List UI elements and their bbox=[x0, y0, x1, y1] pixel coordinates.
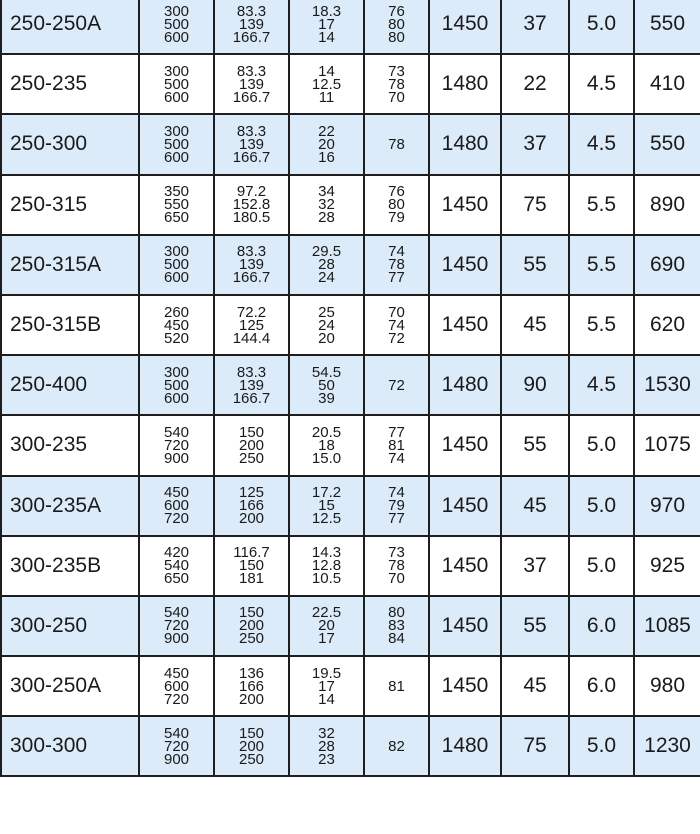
flow-ls-cell bbox=[214, 415, 289, 475]
npsh-cell: 4.5 bbox=[569, 54, 634, 114]
efficiency-cell-value: 72 bbox=[388, 329, 405, 347]
head-cell-value: 12.5 bbox=[311, 510, 342, 528]
head-cell-value: 17.2 bbox=[311, 484, 342, 502]
speed-cell: 1450 bbox=[429, 235, 501, 295]
table-row bbox=[1, 415, 700, 475]
table-row bbox=[1, 175, 700, 235]
efficiency-cell bbox=[364, 476, 429, 536]
flow-m3h-cell-value: 500 bbox=[163, 376, 190, 394]
flow-m3h-cell bbox=[139, 415, 214, 475]
power-cell: 22 bbox=[501, 54, 569, 114]
head-cell-value: 20 bbox=[318, 617, 335, 635]
efficiency-cell-value: 70 bbox=[388, 570, 405, 588]
flow-m3h-cell bbox=[139, 175, 214, 235]
flow-ls-cell bbox=[214, 596, 289, 656]
weight-cell: 410 bbox=[634, 54, 700, 114]
efficiency-cell-value: 74 bbox=[388, 484, 405, 502]
head-cell bbox=[289, 175, 364, 235]
flow-ls-cell-value: 136 bbox=[238, 664, 265, 682]
npsh-cell: 5.0 bbox=[569, 536, 634, 596]
table-row bbox=[1, 355, 700, 415]
table-body bbox=[1, 0, 700, 776]
flow-ls-cell-value: 200 bbox=[238, 510, 265, 528]
flow-m3h-cell bbox=[139, 355, 214, 415]
flow-ls-cell-value: 150 bbox=[238, 557, 265, 575]
model-cell: 250-235 bbox=[1, 54, 139, 114]
flow-m3h-cell-value: 350 bbox=[163, 183, 190, 201]
flow-m3h-cell-value: 600 bbox=[163, 497, 190, 515]
flow-m3h-cell-value: 500 bbox=[163, 75, 190, 93]
head-cell-value: 54.5 bbox=[311, 363, 342, 381]
power-cell: 75 bbox=[501, 716, 569, 776]
flow-ls-cell-value: 152.8 bbox=[232, 196, 271, 214]
flow-m3h-cell-value: 720 bbox=[163, 510, 190, 528]
flow-ls-cell-value: 139 bbox=[238, 75, 265, 93]
power-cell: 55 bbox=[501, 596, 569, 656]
flow-m3h-cell-value: 500 bbox=[163, 135, 190, 153]
efficiency-cell-value: 81 bbox=[388, 677, 405, 695]
weight-cell: 980 bbox=[634, 656, 700, 716]
efficiency-cell-value: 70 bbox=[388, 88, 405, 106]
efficiency-cell-value: 72 bbox=[388, 376, 405, 394]
flow-ls-cell-value: 139 bbox=[238, 376, 265, 394]
efficiency-cell bbox=[364, 114, 429, 174]
model-cell: 300-250A bbox=[1, 656, 139, 716]
flow-m3h-cell-value: 300 bbox=[163, 363, 190, 381]
model-cell: 300-235A bbox=[1, 476, 139, 536]
efficiency-cell-value: 78 bbox=[388, 135, 405, 153]
table-row bbox=[1, 295, 700, 355]
speed-cell: 1480 bbox=[429, 114, 501, 174]
flow-m3h-cell bbox=[139, 54, 214, 114]
flow-ls-cell-value: 139 bbox=[238, 15, 265, 33]
npsh-cell: 4.5 bbox=[569, 355, 634, 415]
flow-m3h-cell-value: 450 bbox=[163, 316, 190, 334]
flow-m3h-cell-value: 600 bbox=[163, 269, 190, 287]
flow-m3h-cell-value: 900 bbox=[163, 630, 190, 648]
head-cell-value: 17 bbox=[318, 630, 335, 648]
npsh-cell: 5.0 bbox=[569, 476, 634, 536]
efficiency-cell-value: 77 bbox=[388, 423, 405, 441]
flow-m3h-cell-value: 300 bbox=[163, 243, 190, 261]
table-row bbox=[1, 54, 700, 114]
efficiency-cell-value: 79 bbox=[388, 497, 405, 515]
head-cell bbox=[289, 235, 364, 295]
head-cell-value: 24 bbox=[318, 269, 335, 287]
efficiency-cell-value: 73 bbox=[388, 62, 405, 80]
power-cell: 55 bbox=[501, 235, 569, 295]
flow-m3h-cell-value: 500 bbox=[163, 15, 190, 33]
flow-ls-cell-value: 200 bbox=[238, 436, 265, 454]
head-cell bbox=[289, 656, 364, 716]
head-cell-value: 39 bbox=[318, 389, 335, 407]
head-cell-value: 28 bbox=[318, 209, 335, 227]
flow-m3h-cell bbox=[139, 114, 214, 174]
head-cell-value: 32 bbox=[318, 724, 335, 742]
flow-ls-cell bbox=[214, 355, 289, 415]
flow-m3h-cell-value: 300 bbox=[163, 62, 190, 80]
flow-m3h-cell-value: 540 bbox=[163, 557, 190, 575]
flow-ls-cell-value: 166 bbox=[238, 677, 265, 695]
model-cell: 250-250A bbox=[1, 0, 139, 54]
flow-m3h-cell-value: 450 bbox=[163, 664, 190, 682]
flow-m3h-cell bbox=[139, 596, 214, 656]
weight-cell: 690 bbox=[634, 235, 700, 295]
speed-cell: 1450 bbox=[429, 295, 501, 355]
head-cell bbox=[289, 716, 364, 776]
efficiency-cell bbox=[364, 355, 429, 415]
efficiency-cell-value: 84 bbox=[388, 630, 405, 648]
flow-m3h-cell-value: 600 bbox=[163, 28, 190, 46]
speed-cell: 1450 bbox=[429, 536, 501, 596]
flow-m3h-cell-value: 720 bbox=[163, 436, 190, 454]
flow-ls-cell-value: 166.7 bbox=[232, 28, 271, 46]
flow-m3h-cell-value: 540 bbox=[163, 423, 190, 441]
weight-cell: 1075 bbox=[634, 415, 700, 475]
efficiency-cell-value: 74 bbox=[388, 243, 405, 261]
flow-ls-cell-value: 250 bbox=[238, 449, 265, 467]
efficiency-cell-value: 80 bbox=[388, 15, 405, 33]
efficiency-cell-value: 78 bbox=[388, 557, 405, 575]
head-cell-value: 22 bbox=[318, 122, 335, 140]
speed-cell: 1450 bbox=[429, 476, 501, 536]
efficiency-cell-value: 70 bbox=[388, 303, 405, 321]
speed-cell: 1480 bbox=[429, 716, 501, 776]
efficiency-cell-value: 77 bbox=[388, 269, 405, 287]
head-cell-value: 14.3 bbox=[311, 544, 342, 562]
table-row bbox=[1, 536, 700, 596]
head-cell-value: 10.5 bbox=[311, 570, 342, 588]
efficiency-cell bbox=[364, 175, 429, 235]
npsh-cell: 5.5 bbox=[569, 295, 634, 355]
head-cell-value: 50 bbox=[318, 376, 335, 394]
efficiency-cell bbox=[364, 656, 429, 716]
power-cell: 45 bbox=[501, 476, 569, 536]
head-cell bbox=[289, 476, 364, 536]
flow-ls-cell-value: 139 bbox=[238, 135, 265, 153]
weight-cell: 1230 bbox=[634, 716, 700, 776]
efficiency-cell-value: 76 bbox=[388, 2, 405, 20]
speed-cell: 1450 bbox=[429, 415, 501, 475]
model-cell: 250-315 bbox=[1, 175, 139, 235]
power-cell: 90 bbox=[501, 355, 569, 415]
weight-cell: 1530 bbox=[634, 355, 700, 415]
flow-ls-cell-value: 150 bbox=[238, 604, 265, 622]
efficiency-cell bbox=[364, 235, 429, 295]
head-cell bbox=[289, 355, 364, 415]
head-cell bbox=[289, 0, 364, 54]
head-cell-value: 34 bbox=[318, 183, 335, 201]
flow-m3h-cell-value: 600 bbox=[163, 389, 190, 407]
table-row bbox=[1, 716, 700, 776]
flow-ls-cell-value: 250 bbox=[238, 750, 265, 768]
head-cell-value: 17 bbox=[318, 15, 335, 33]
model-cell: 250-400 bbox=[1, 355, 139, 415]
head-cell bbox=[289, 415, 364, 475]
flow-ls-cell-value: 125 bbox=[238, 316, 265, 334]
head-cell bbox=[289, 295, 364, 355]
efficiency-cell-value: 78 bbox=[388, 256, 405, 274]
npsh-cell: 6.0 bbox=[569, 596, 634, 656]
efficiency-cell bbox=[364, 536, 429, 596]
model-cell: 300-235B bbox=[1, 536, 139, 596]
flow-ls-cell bbox=[214, 114, 289, 174]
head-cell-value: 12.5 bbox=[311, 75, 342, 93]
efficiency-cell-value: 81 bbox=[388, 436, 405, 454]
head-cell-value: 24 bbox=[318, 316, 335, 334]
head-cell-value: 28 bbox=[318, 737, 335, 755]
npsh-cell: 4.5 bbox=[569, 114, 634, 174]
speed-cell: 1450 bbox=[429, 175, 501, 235]
power-cell: 45 bbox=[501, 295, 569, 355]
head-cell-value: 32 bbox=[318, 196, 335, 214]
head-cell-value: 14 bbox=[318, 28, 335, 46]
power-cell: 37 bbox=[501, 114, 569, 174]
flow-ls-cell-value: 144.4 bbox=[232, 329, 271, 347]
speed-cell: 1480 bbox=[429, 54, 501, 114]
flow-ls-cell-value: 150 bbox=[238, 724, 265, 742]
flow-ls-cell-value: 200 bbox=[238, 617, 265, 635]
efficiency-cell-value: 77 bbox=[388, 510, 405, 528]
head-cell-value: 17 bbox=[318, 677, 335, 695]
head-cell-value: 16 bbox=[318, 148, 335, 166]
efficiency-cell bbox=[364, 0, 429, 54]
efficiency-cell-value: 82 bbox=[388, 737, 405, 755]
flow-m3h-cell-value: 720 bbox=[163, 617, 190, 635]
table-row bbox=[1, 114, 700, 174]
flow-m3h-cell-value: 720 bbox=[163, 690, 190, 708]
head-cell-value: 20 bbox=[318, 135, 335, 153]
head-cell-value: 12.8 bbox=[311, 557, 342, 575]
head-cell bbox=[289, 54, 364, 114]
flow-m3h-cell-value: 260 bbox=[163, 303, 190, 321]
npsh-cell: 5.5 bbox=[569, 175, 634, 235]
npsh-cell: 5.0 bbox=[569, 415, 634, 475]
flow-m3h-cell-value: 900 bbox=[163, 449, 190, 467]
flow-ls-cell-value: 166.7 bbox=[232, 88, 271, 106]
flow-ls-cell bbox=[214, 235, 289, 295]
weight-cell: 620 bbox=[634, 295, 700, 355]
efficiency-cell bbox=[364, 415, 429, 475]
power-cell: 75 bbox=[501, 175, 569, 235]
flow-m3h-cell bbox=[139, 656, 214, 716]
flow-m3h-cell-value: 650 bbox=[163, 209, 190, 227]
model-cell: 300-250 bbox=[1, 596, 139, 656]
flow-ls-cell-value: 97.2 bbox=[236, 183, 267, 201]
table-row bbox=[1, 235, 700, 295]
flow-m3h-cell-value: 600 bbox=[163, 677, 190, 695]
flow-m3h-cell-value: 500 bbox=[163, 256, 190, 274]
flow-ls-cell-value: 83.3 bbox=[236, 363, 267, 381]
speed-cell: 1480 bbox=[429, 355, 501, 415]
flow-m3h-cell-value: 540 bbox=[163, 604, 190, 622]
flow-ls-cell-value: 72.2 bbox=[236, 303, 267, 321]
flow-ls-cell-value: 250 bbox=[238, 630, 265, 648]
weight-cell: 1085 bbox=[634, 596, 700, 656]
weight-cell: 925 bbox=[634, 536, 700, 596]
npsh-cell: 5.0 bbox=[569, 0, 634, 54]
efficiency-cell-value: 78 bbox=[388, 75, 405, 93]
npsh-cell: 5.5 bbox=[569, 235, 634, 295]
power-cell: 37 bbox=[501, 536, 569, 596]
flow-m3h-cell-value: 520 bbox=[163, 329, 190, 347]
head-cell-value: 19.5 bbox=[311, 664, 342, 682]
flow-m3h-cell-value: 600 bbox=[163, 148, 190, 166]
model-cell: 250-300 bbox=[1, 114, 139, 174]
efficiency-cell-value: 80 bbox=[388, 604, 405, 622]
efficiency-cell-value: 79 bbox=[388, 209, 405, 227]
flow-m3h-cell-value: 900 bbox=[163, 750, 190, 768]
efficiency-cell-value: 76 bbox=[388, 183, 405, 201]
efficiency-cell bbox=[364, 716, 429, 776]
flow-m3h-cell-value: 650 bbox=[163, 570, 190, 588]
flow-m3h-cell-value: 420 bbox=[163, 544, 190, 562]
speed-cell: 1450 bbox=[429, 0, 501, 54]
efficiency-cell bbox=[364, 596, 429, 656]
head-cell-value: 18.3 bbox=[311, 2, 342, 20]
flow-ls-cell bbox=[214, 54, 289, 114]
flow-m3h-cell-value: 540 bbox=[163, 724, 190, 742]
model-cell: 300-300 bbox=[1, 716, 139, 776]
table-row bbox=[1, 476, 700, 536]
flow-ls-cell bbox=[214, 0, 289, 54]
efficiency-cell-value: 73 bbox=[388, 544, 405, 562]
weight-cell: 550 bbox=[634, 114, 700, 174]
flow-m3h-cell bbox=[139, 235, 214, 295]
head-cell-value: 14 bbox=[318, 690, 335, 708]
flow-ls-cell-value: 200 bbox=[238, 690, 265, 708]
flow-m3h-cell-value: 300 bbox=[163, 122, 190, 140]
flow-ls-cell bbox=[214, 476, 289, 536]
model-cell: 300-235 bbox=[1, 415, 139, 475]
efficiency-cell-value: 83 bbox=[388, 617, 405, 635]
flow-ls-cell-value: 125 bbox=[238, 484, 265, 502]
power-cell: 37 bbox=[501, 0, 569, 54]
flow-m3h-cell bbox=[139, 716, 214, 776]
head-cell-value: 14 bbox=[318, 62, 335, 80]
weight-cell: 890 bbox=[634, 175, 700, 235]
head-cell-value: 20.5 bbox=[311, 423, 342, 441]
head-cell bbox=[289, 114, 364, 174]
flow-m3h-cell-value: 450 bbox=[163, 484, 190, 502]
table-row bbox=[1, 0, 700, 54]
flow-ls-cell-value: 116.7 bbox=[233, 544, 270, 562]
flow-m3h-cell bbox=[139, 0, 214, 54]
flow-ls-cell bbox=[214, 536, 289, 596]
flow-m3h-cell bbox=[139, 476, 214, 536]
flow-ls-cell bbox=[214, 175, 289, 235]
flow-ls-cell-value: 83.3 bbox=[236, 122, 267, 140]
flow-ls-cell-value: 83.3 bbox=[236, 62, 267, 80]
flow-ls-cell-value: 166.7 bbox=[232, 148, 271, 166]
head-cell-value: 15.0 bbox=[311, 449, 342, 467]
head-cell-value: 15 bbox=[318, 497, 335, 515]
head-cell bbox=[289, 596, 364, 656]
model-cell: 250-315B bbox=[1, 295, 139, 355]
flow-ls-cell-value: 150 bbox=[238, 423, 265, 441]
npsh-cell: 6.0 bbox=[569, 656, 634, 716]
flow-ls-cell-value: 83.3 bbox=[236, 243, 267, 261]
efficiency-cell-value: 74 bbox=[388, 449, 405, 467]
efficiency-cell bbox=[364, 295, 429, 355]
model-cell: 250-315A bbox=[1, 235, 139, 295]
speed-cell: 1450 bbox=[429, 596, 501, 656]
flow-m3h-cell-value: 300 bbox=[163, 2, 190, 20]
table-row bbox=[1, 596, 700, 656]
flow-ls-cell bbox=[214, 295, 289, 355]
flow-m3h-cell-value: 720 bbox=[163, 737, 190, 755]
flow-m3h-cell bbox=[139, 295, 214, 355]
npsh-cell: 5.0 bbox=[569, 716, 634, 776]
flow-ls-cell bbox=[214, 656, 289, 716]
flow-ls-cell-value: 139 bbox=[238, 256, 265, 274]
power-cell: 55 bbox=[501, 415, 569, 475]
flow-m3h-cell-value: 550 bbox=[163, 196, 190, 214]
head-cell-value: 11 bbox=[318, 88, 335, 106]
flow-ls-cell-value: 166 bbox=[238, 497, 265, 515]
head-cell-value: 20 bbox=[318, 329, 335, 347]
flow-ls-cell-value: 181 bbox=[238, 570, 265, 588]
head-cell bbox=[289, 536, 364, 596]
head-cell-value: 18 bbox=[318, 436, 335, 454]
head-cell-value: 28 bbox=[318, 256, 335, 274]
head-cell-value: 29.5 bbox=[311, 243, 342, 261]
flow-ls-cell-value: 83.3 bbox=[236, 2, 267, 20]
flow-ls-cell-value: 200 bbox=[238, 737, 265, 755]
head-cell-value: 22.5 bbox=[311, 604, 342, 622]
flow-ls-cell-value: 166.7 bbox=[232, 389, 271, 407]
flow-ls-cell-value: 180.5 bbox=[232, 209, 271, 227]
speed-cell: 1450 bbox=[429, 656, 501, 716]
efficiency-cell-value: 80 bbox=[388, 196, 405, 214]
weight-cell: 970 bbox=[634, 476, 700, 536]
efficiency-cell-value: 80 bbox=[388, 28, 405, 46]
efficiency-cell bbox=[364, 54, 429, 114]
power-cell: 45 bbox=[501, 656, 569, 716]
efficiency-cell-value: 74 bbox=[388, 316, 405, 334]
flow-m3h-cell-value: 600 bbox=[163, 88, 190, 106]
table-row bbox=[1, 656, 700, 716]
flow-m3h-cell bbox=[139, 536, 214, 596]
flow-ls-cell bbox=[214, 716, 289, 776]
weight-cell: 550 bbox=[634, 0, 700, 54]
head-cell-value: 23 bbox=[318, 750, 335, 768]
flow-ls-cell-value: 166.7 bbox=[232, 269, 271, 287]
head-cell-value: 25 bbox=[318, 303, 335, 321]
